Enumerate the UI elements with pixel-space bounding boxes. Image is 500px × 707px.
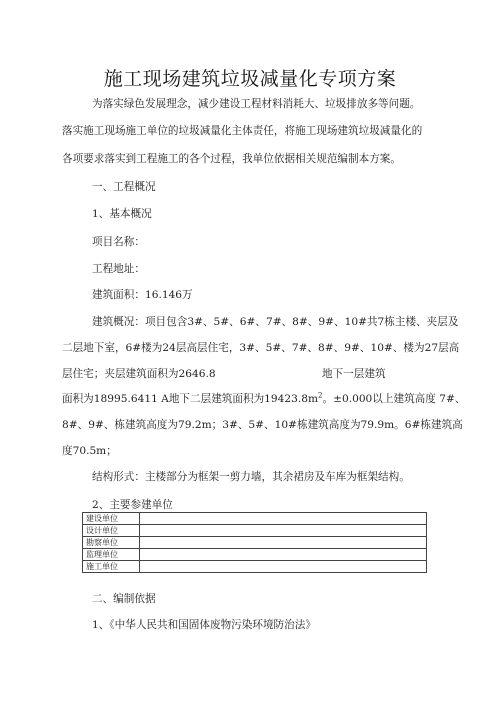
units-table — [82, 512, 427, 573]
table-row — [83, 537, 427, 549]
unit-name-cell — [140, 537, 427, 549]
project-name-label: 项目名称： — [92, 236, 145, 248]
building-area-line: 建筑面积：16.146万 — [92, 289, 193, 301]
unit-role-cell: 勘察单位 — [83, 537, 140, 549]
overview-line-1: 建筑概况：项目包含3#、5#、6#、7#、8#、9#、10#共7栋主楼、夹层及 — [92, 316, 459, 328]
overview-area-line — [62, 392, 465, 406]
section-heading-overview: 一、工程概况 — [92, 181, 156, 193]
table-row — [83, 525, 427, 537]
structure-line: 结构形式：主楼部分为框架一剪力墙，其余裙房及车库为框架结构。 — [92, 471, 410, 483]
intro-line-3: 各项要求落实到工程施工的各个过程，我单位依据相关规范编制本方案。 — [62, 153, 401, 165]
intro-line-1: 为落实绿色发展理念，减少建设工程材料消耗大、垃圾排放多等问题。 — [92, 98, 421, 110]
unit-role-cell: 建设单位 — [83, 513, 140, 525]
unit-name-cell — [140, 525, 427, 537]
subsection-heading-basic: 1、基本概况 — [92, 208, 152, 220]
project-address-label: 工程地址： — [92, 263, 145, 275]
table-row — [83, 549, 427, 561]
basis-item-1: 1、《中华人民共和国固体废物污染环境防治法》 — [92, 619, 316, 631]
overview-line-5: 8#、9#、栋建筑高度为79.2m；3#、5#、10#栋建筑高度为79.9m。6#栋建筑高 — [62, 419, 463, 431]
subsection-heading-units: 2、主要参建单位 — [92, 499, 173, 511]
section-heading-basis: 二、编制依据 — [92, 593, 156, 605]
unit-name-cell — [140, 549, 427, 561]
unit-role-cell: 监理单位 — [83, 549, 140, 561]
table-row — [83, 513, 427, 525]
overview-line-2: 二层地下室，6#楼为24层高层住宅，3#、5#、7#、8#、9#、10#、楼为27层高 — [62, 342, 460, 354]
overview-area-text-a: 面积为18995.6411 A地下二层建筑面积为19423.8m — [62, 393, 319, 405]
overview-line-3: 层住宅；夹层建筑面积为2646.8 — [62, 368, 216, 380]
unit-role-cell: 施工单位 — [83, 561, 140, 573]
overview-area-text-b: 。±0.000以上建筑高度 7#、 — [322, 393, 466, 405]
unit-role-cell: 设计单位 — [83, 525, 140, 537]
unit-name-cell — [140, 561, 427, 573]
table-row — [83, 561, 427, 573]
unit-name-cell — [140, 513, 427, 525]
document-title: 施工现场建筑垃圾减量化专项方案 — [103, 68, 397, 90]
intro-line-2: 落实施工现场施工单位的垃圾减量化主体责任，将施工现场建筑垃圾减量化的 — [62, 125, 423, 137]
superscript-2: 2 — [318, 391, 323, 400]
overview-line-6: 度70.5m； — [62, 445, 117, 457]
overview-line-3b: 地下一层建筑 — [322, 368, 386, 380]
